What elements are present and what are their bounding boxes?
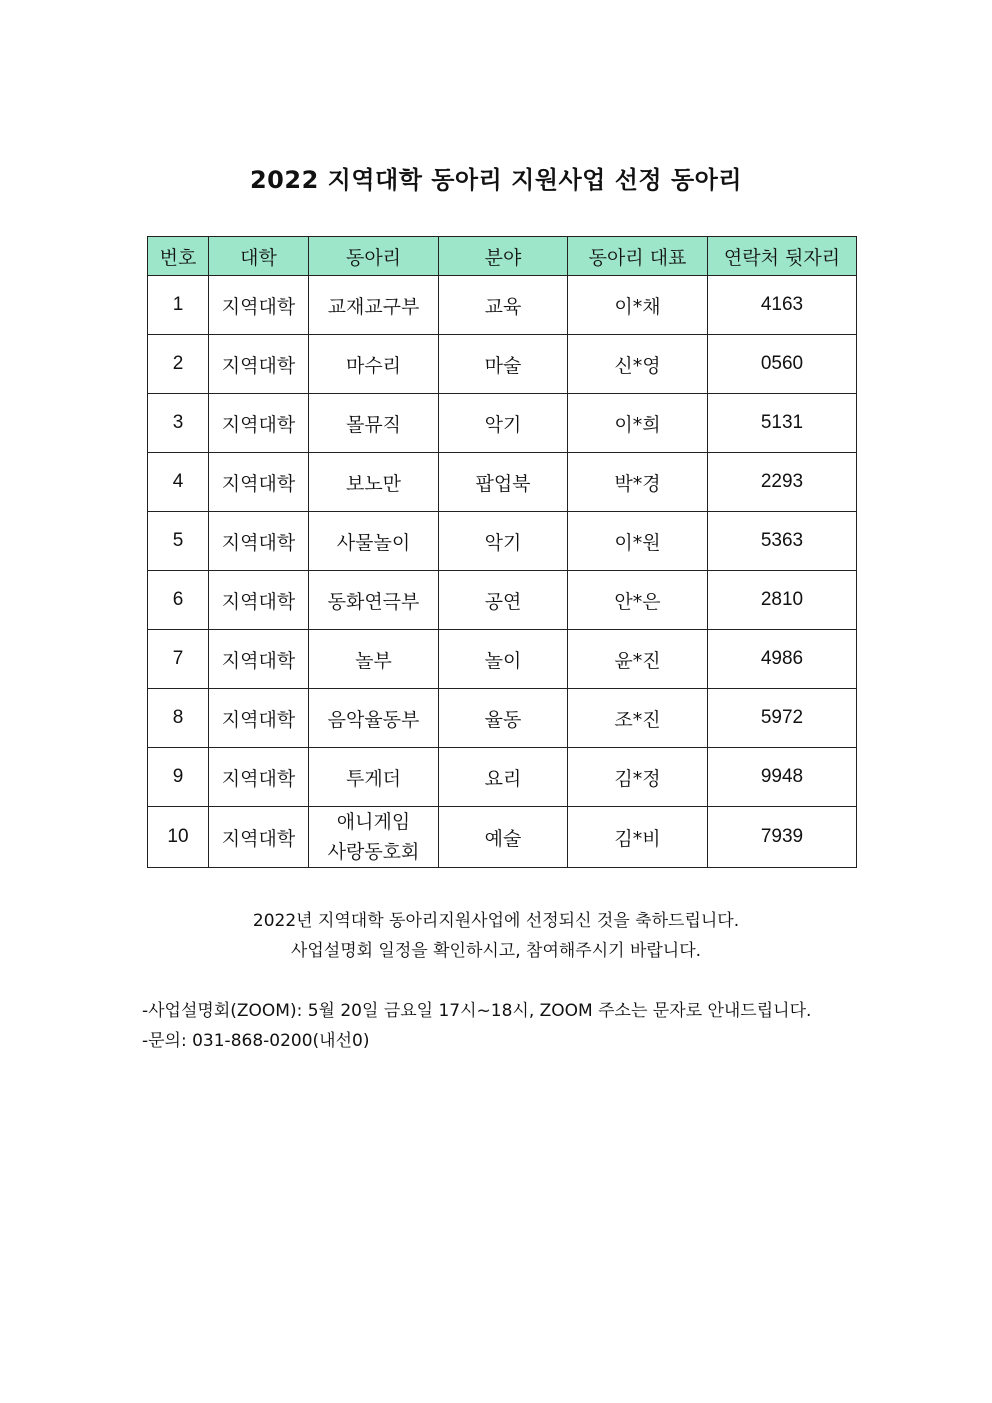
cell-representative: 안*은 — [568, 571, 708, 630]
cell-university: 지역대학 — [209, 394, 309, 453]
cell-club: 몰뮤직 — [309, 394, 439, 453]
cell-field: 공연 — [439, 571, 568, 630]
cell-representative: 박*경 — [568, 453, 708, 512]
cell-contact: 5363 — [708, 512, 857, 571]
cell-representative: 신*영 — [568, 335, 708, 394]
cell-contact: 5131 — [708, 394, 857, 453]
header-field: 분야 — [439, 237, 568, 276]
cell-number: 7 — [148, 630, 209, 689]
table-row — [148, 453, 857, 512]
cell-field: 팝업북 — [439, 453, 568, 512]
table-row — [148, 571, 857, 630]
cell-field: 악기 — [439, 394, 568, 453]
cell-field: 악기 — [439, 512, 568, 571]
cell-club: 사물놀이 — [309, 512, 439, 571]
header-number: 번호 — [148, 237, 209, 276]
inquiry-note: -문의: 031-868-0200(내선0) — [142, 1031, 370, 1051]
cell-university: 지역대학 — [209, 748, 309, 807]
cell-club-line1: 애니게임 — [336, 811, 411, 833]
table-row — [148, 630, 857, 689]
cell-university: 지역대학 — [209, 630, 309, 689]
cell-club: 교재교구부 — [309, 276, 439, 335]
cell-number: 8 — [148, 689, 209, 748]
cell-university: 지역대학 — [209, 807, 309, 868]
cell-university: 지역대학 — [209, 335, 309, 394]
table-row — [148, 512, 857, 571]
header-representative: 동아리 대표 — [568, 237, 708, 276]
cell-contact: 0560 — [708, 335, 857, 394]
header-university: 대학 — [209, 237, 309, 276]
cell-field: 교육 — [439, 276, 568, 335]
cell-number: 9 — [148, 748, 209, 807]
cell-field: 놀이 — [439, 630, 568, 689]
cell-number: 1 — [148, 276, 209, 335]
cell-club: 보노만 — [309, 453, 439, 512]
cell-university: 지역대학 — [209, 689, 309, 748]
briefing-session-note: -사업설명회(ZOOM): 5월 20일 금요일 17시~18시, ZOOM 주소는 문자로 안내드립니다. — [142, 1001, 812, 1021]
table-row — [148, 335, 857, 394]
participation-message: 사업설명회 일정을 확인하시고, 참여해주시기 바랍니다. — [290, 941, 702, 961]
cell-representative: 이*원 — [568, 512, 708, 571]
cell-contact: 2293 — [708, 453, 857, 512]
cell-contact: 5972 — [708, 689, 857, 748]
cell-university: 지역대학 — [209, 512, 309, 571]
header-club: 동아리 — [309, 237, 439, 276]
cell-representative: 윤*진 — [568, 630, 708, 689]
cell-club: 동화연극부 — [309, 571, 439, 630]
cell-number: 6 — [148, 571, 209, 630]
table-header-row — [148, 237, 857, 276]
cell-number: 5 — [148, 512, 209, 571]
cell-number: 10 — [148, 807, 209, 868]
cell-field: 예술 — [439, 807, 568, 868]
cell-club-line2: 사랑동호회 — [327, 841, 420, 863]
cell-number: 3 — [148, 394, 209, 453]
congratulation-message: 2022년 지역대학 동아리지원사업에 선정되신 것을 축하드립니다. — [252, 911, 740, 931]
table-row — [148, 689, 857, 748]
cell-representative: 김*비 — [568, 807, 708, 868]
cell-contact: 4986 — [708, 630, 857, 689]
cell-university: 지역대학 — [209, 276, 309, 335]
cell-club: 놀부 — [309, 630, 439, 689]
cell-club: 음악율동부 — [309, 689, 439, 748]
cell-club — [309, 807, 439, 868]
cell-club: 투게더 — [309, 748, 439, 807]
cell-representative: 조*진 — [568, 689, 708, 748]
table-row — [148, 276, 857, 335]
table-row — [148, 807, 857, 868]
table-row — [148, 748, 857, 807]
cell-contact: 2810 — [708, 571, 857, 630]
cell-field: 율동 — [439, 689, 568, 748]
cell-representative: 김*정 — [568, 748, 708, 807]
cell-number: 2 — [148, 335, 209, 394]
document-title: 2022 지역대학 동아리 지원사업 선정 동아리 — [249, 166, 743, 194]
cell-number: 4 — [148, 453, 209, 512]
cell-university: 지역대학 — [209, 571, 309, 630]
cell-contact: 4163 — [708, 276, 857, 335]
selected-clubs-table — [147, 236, 857, 868]
cell-contact: 7939 — [708, 807, 857, 868]
cell-field: 마술 — [439, 335, 568, 394]
header-contact: 연락처 뒷자리 — [708, 237, 857, 276]
cell-contact: 9948 — [708, 748, 857, 807]
cell-representative: 이*채 — [568, 276, 708, 335]
cell-club: 마수리 — [309, 335, 439, 394]
cell-field: 요리 — [439, 748, 568, 807]
table-row — [148, 394, 857, 453]
cell-university: 지역대학 — [209, 453, 309, 512]
cell-representative: 이*희 — [568, 394, 708, 453]
